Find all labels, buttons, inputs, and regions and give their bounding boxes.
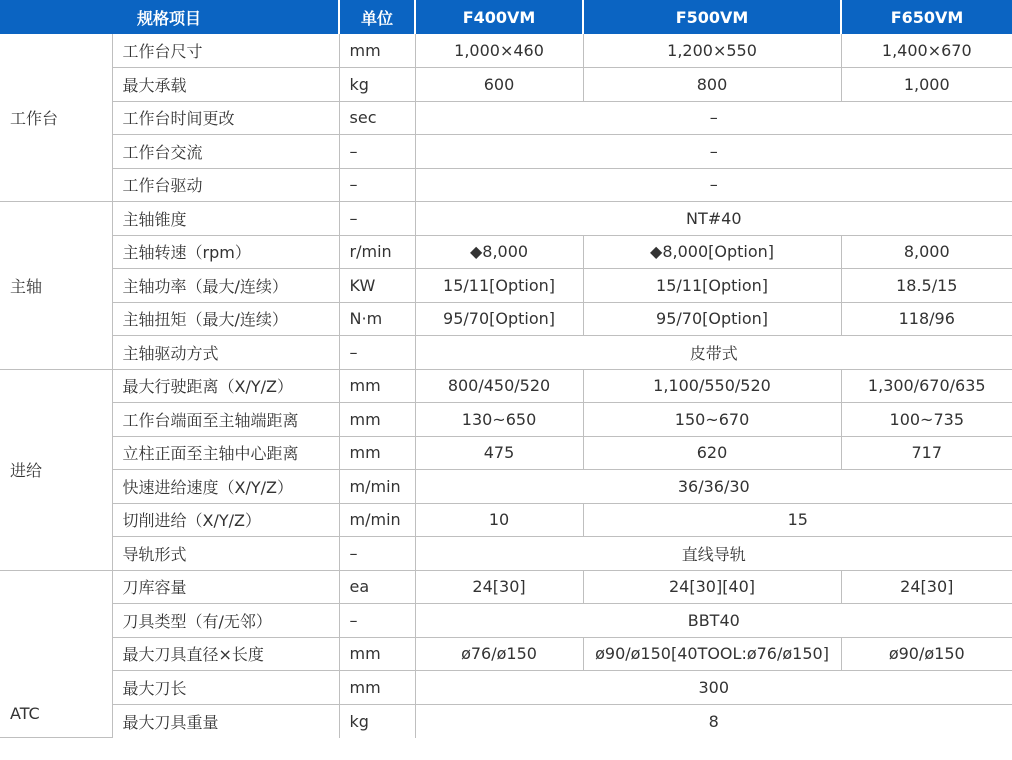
value-f650vm: ø90/ø150 bbox=[841, 637, 1012, 671]
table-row bbox=[0, 336, 1012, 370]
header-model-f400vm: F400VM bbox=[415, 0, 583, 34]
row-unit: – bbox=[339, 202, 415, 236]
table-row bbox=[0, 570, 1012, 604]
value-all-models: 皮带式 bbox=[415, 336, 1012, 370]
table-row bbox=[0, 235, 1012, 269]
row-label: 导轨形式 bbox=[112, 537, 339, 571]
row-unit: KW bbox=[339, 269, 415, 303]
row-unit: r/min bbox=[339, 235, 415, 269]
table-row bbox=[0, 34, 1012, 68]
value-f500vm: 24[30][40] bbox=[583, 570, 841, 604]
value-f400vm: 475 bbox=[415, 436, 583, 470]
row-label: 最大刀具重量 bbox=[112, 704, 339, 738]
value-f650vm: 118/96 bbox=[841, 302, 1012, 336]
value-f500vm: 620 bbox=[583, 436, 841, 470]
header-row bbox=[0, 0, 1012, 34]
row-unit: mm bbox=[339, 34, 415, 68]
value-f650vm: 100~735 bbox=[841, 403, 1012, 437]
group-spindle: 主轴 bbox=[0, 202, 112, 370]
value-f500vm: 800 bbox=[583, 68, 841, 102]
header-unit: 单位 bbox=[339, 0, 415, 34]
row-label: 刀库容量 bbox=[112, 570, 339, 604]
row-label: 工作台时间更改 bbox=[112, 101, 339, 135]
value-f400vm: 130~650 bbox=[415, 403, 583, 437]
row-unit: – bbox=[339, 168, 415, 202]
value-f500vm: 1,100/550/520 bbox=[583, 369, 841, 403]
table-row bbox=[0, 135, 1012, 169]
row-unit: mm bbox=[339, 369, 415, 403]
table-row bbox=[0, 168, 1012, 202]
row-label: 最大刀长 bbox=[112, 671, 339, 705]
value-all-models: NT#40 bbox=[415, 202, 1012, 236]
value-all-models: – bbox=[415, 135, 1012, 169]
row-unit: m/min bbox=[339, 503, 415, 537]
row-unit: mm bbox=[339, 637, 415, 671]
row-label: 主轴锥度 bbox=[112, 202, 339, 236]
row-label: 主轴驱动方式 bbox=[112, 336, 339, 370]
value-all-models: – bbox=[415, 168, 1012, 202]
row-label: 工作台端面至主轴端距离 bbox=[112, 403, 339, 437]
value-all-models: 直线导轨 bbox=[415, 537, 1012, 571]
row-label: 工作台尺寸 bbox=[112, 34, 339, 68]
value-f400vm: 24[30] bbox=[415, 570, 583, 604]
table-row bbox=[0, 436, 1012, 470]
row-label: 最大刀具直径×长度 bbox=[112, 637, 339, 671]
row-unit: – bbox=[339, 604, 415, 638]
row-unit: N·m bbox=[339, 302, 415, 336]
row-label: 立柱正面至主轴中心距离 bbox=[112, 436, 339, 470]
value-f500vm: ø90/ø150[40TOOL:ø76/ø150] bbox=[583, 637, 841, 671]
value-f500vm: 15/11[Option] bbox=[583, 269, 841, 303]
table-row bbox=[0, 704, 1012, 738]
row-label: 刀具类型（有/无邻） bbox=[112, 604, 339, 638]
value-f650vm: 717 bbox=[841, 436, 1012, 470]
value-f650vm: 8,000 bbox=[841, 235, 1012, 269]
row-unit: mm bbox=[339, 403, 415, 437]
row-label: 主轴转速（rpm） bbox=[112, 235, 339, 269]
value-f400vm: ø76/ø150 bbox=[415, 637, 583, 671]
group-feed: 进给 bbox=[0, 369, 112, 570]
value-all-models: 8 bbox=[415, 704, 1012, 738]
row-label: 最大行驶距离（X/Y/Z） bbox=[112, 369, 339, 403]
row-label: 工作台交流 bbox=[112, 135, 339, 169]
group-atc: ATC bbox=[0, 570, 112, 738]
row-unit: m/min bbox=[339, 470, 415, 504]
header-item: 规格项目 bbox=[0, 0, 339, 34]
table-row bbox=[0, 302, 1012, 336]
row-unit: ea bbox=[339, 570, 415, 604]
row-unit: – bbox=[339, 336, 415, 370]
row-unit: – bbox=[339, 537, 415, 571]
row-label: 主轴扭矩（最大/连续） bbox=[112, 302, 339, 336]
value-f400vm: 1,000×460 bbox=[415, 34, 583, 68]
value-f500vm: ◆8,000[Option] bbox=[583, 235, 841, 269]
table-row bbox=[0, 470, 1012, 504]
value-all-models: 300 bbox=[415, 671, 1012, 705]
table-row bbox=[0, 503, 1012, 537]
value-f650vm: 18.5/15 bbox=[841, 269, 1012, 303]
value-f400vm: 15/11[Option] bbox=[415, 269, 583, 303]
table-row bbox=[0, 637, 1012, 671]
table-row bbox=[0, 269, 1012, 303]
value-f400vm: 95/70[Option] bbox=[415, 302, 583, 336]
header-model-f650vm: F650VM bbox=[841, 0, 1012, 34]
value-f400vm: ◆8,000 bbox=[415, 235, 583, 269]
row-label: 工作台驱动 bbox=[112, 168, 339, 202]
header-model-f500vm: F500VM bbox=[583, 0, 841, 34]
row-unit: – bbox=[339, 135, 415, 169]
table-row bbox=[0, 537, 1012, 571]
value-all-models: – bbox=[415, 101, 1012, 135]
row-label: 快速进给速度（X/Y/Z） bbox=[112, 470, 339, 504]
row-label: 最大承载 bbox=[112, 68, 339, 102]
value-f650vm: 1,400×670 bbox=[841, 34, 1012, 68]
value-f500vm: 95/70[Option] bbox=[583, 302, 841, 336]
value-f400vm: 800/450/520 bbox=[415, 369, 583, 403]
table-row bbox=[0, 671, 1012, 705]
value-f650vm: 1,300/670/635 bbox=[841, 369, 1012, 403]
table-row bbox=[0, 604, 1012, 638]
table-row bbox=[0, 68, 1012, 102]
value-f650vm: 24[30] bbox=[841, 570, 1012, 604]
value-f650vm: 1,000 bbox=[841, 68, 1012, 102]
table-row bbox=[0, 403, 1012, 437]
row-label: 主轴功率（最大/连续） bbox=[112, 269, 339, 303]
row-unit: mm bbox=[339, 436, 415, 470]
value-f500vm: 1,200×550 bbox=[583, 34, 841, 68]
value-all-models: 36/36/30 bbox=[415, 470, 1012, 504]
row-label: 切削进给（X/Y/Z） bbox=[112, 503, 339, 537]
table-row bbox=[0, 202, 1012, 236]
row-unit: kg bbox=[339, 68, 415, 102]
value-f500vm-f650vm: 15 bbox=[583, 503, 1012, 537]
table-row bbox=[0, 369, 1012, 403]
table-row bbox=[0, 101, 1012, 135]
row-unit: kg bbox=[339, 704, 415, 738]
row-unit: mm bbox=[339, 671, 415, 705]
value-f400vm: 10 bbox=[415, 503, 583, 537]
value-f500vm: 150~670 bbox=[583, 403, 841, 437]
group-worktable: 工作台 bbox=[0, 34, 112, 202]
value-f400vm: 600 bbox=[415, 68, 583, 102]
value-all-models: BBT40 bbox=[415, 604, 1012, 638]
row-unit: sec bbox=[339, 101, 415, 135]
